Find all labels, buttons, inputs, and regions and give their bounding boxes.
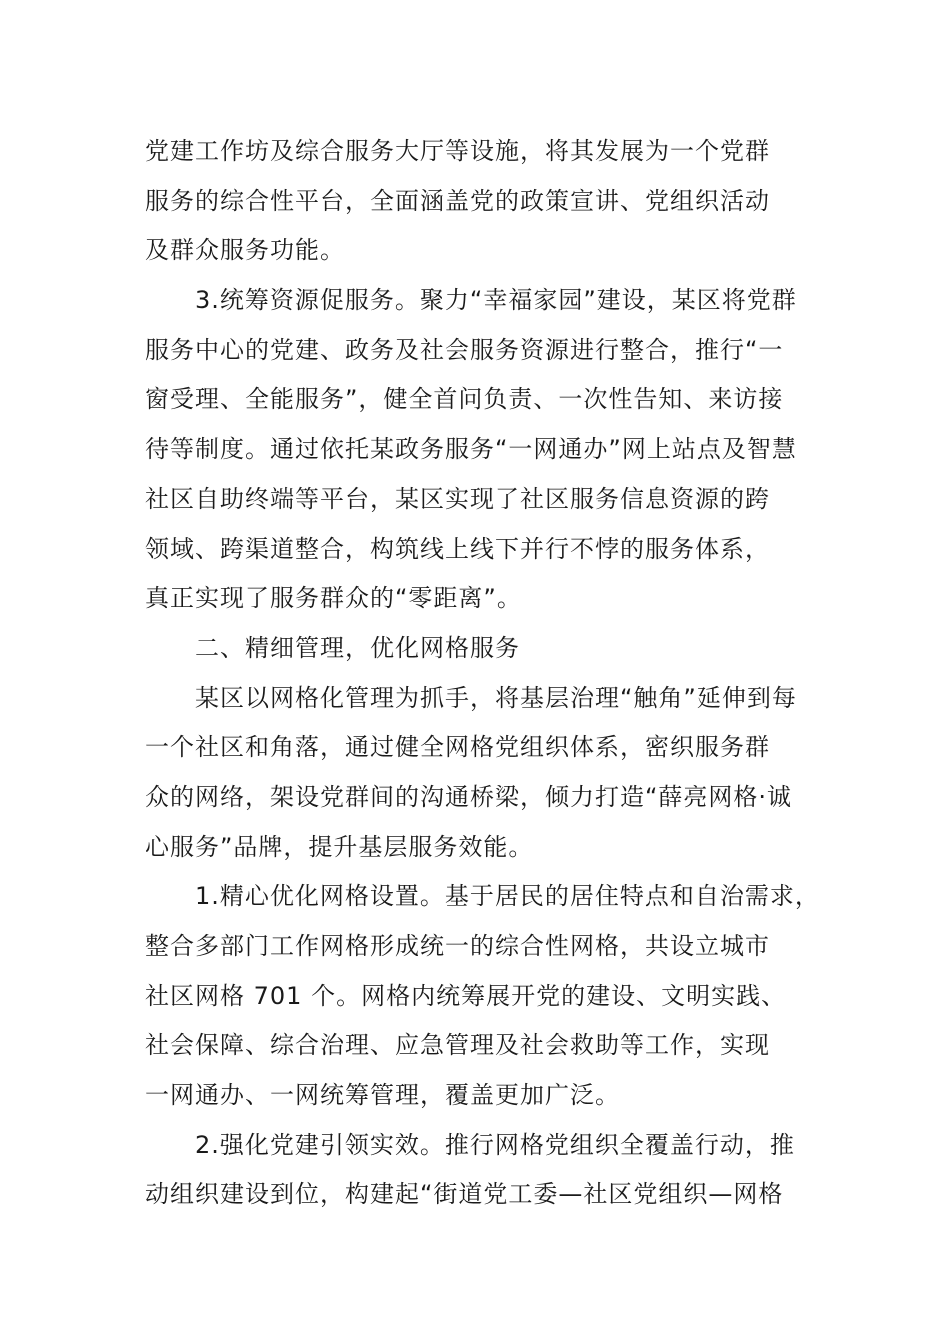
paragraph-start-line: 2.强化党建引领实效。推行网格党组织全覆盖行动，推	[195, 1130, 795, 1159]
text-line: 社区网格 701 个。网格内统筹展开党的建设、文明实践、	[145, 981, 787, 1010]
text-line: 众的网络，架设党群间的沟通桥梁，倾力打造“薛亮网格·诚	[145, 782, 793, 811]
paragraph-start-line: 3.统筹资源促服务。聚力“幸福家园”建设，某区将党群	[195, 286, 797, 315]
text-line: 领域、跨渠道整合，构筑线上线下并行不悖的服务体系，	[145, 534, 770, 563]
text-line: 及群众服务功能。	[145, 236, 345, 265]
paragraph-start-line: 某区以网格化管理为抓手，将基层治理“触角”延伸到每	[195, 683, 797, 712]
document-body	[145, 127, 825, 1220]
section-heading: 二、精细管理，优化网格服务	[195, 633, 520, 662]
text-line: 窗受理、全能服务”，健全首问负责、一次性告知、来访接	[145, 385, 784, 414]
text-line: 一个社区和角落，通过健全网格党组织体系，密织服务群	[145, 733, 770, 762]
text-line: 待等制度。通过依托某政务服务“一网通办”网上站点及智慧	[145, 435, 797, 464]
text-line: 服务的综合性平台，全面涵盖党的政策宣讲、党组织活动	[145, 186, 770, 215]
text-line: 服务中心的党建、政务及社会服务资源进行整合，推行“一	[145, 335, 784, 364]
paragraph-start-line: 1.精心优化网格设置。基于居民的居住特点和自治需求，	[195, 882, 820, 911]
text-line: 真正实现了服务群众的“零距离”。	[145, 584, 522, 613]
text-line: 社区自助终端等平台，某区实现了社区服务信息资源的跨	[145, 484, 770, 513]
text-line: 整合多部门工作网格形成统一的综合性网格，共设立城市	[145, 932, 770, 960]
text-line: 动组织建设到位，构建起“街道党工委—社区党组织—网格	[145, 1180, 784, 1209]
text-line: 社会保障、综合治理、应急管理及社会救助等工作，实现	[145, 1031, 770, 1060]
text-line: 党建工作坊及综合服务大厅等设施，将其发展为一个党群	[145, 137, 770, 165]
text-line: 心服务”品牌，提升基层服务效能。	[145, 832, 534, 861]
text-line: 一网通办、一网统筹管理，覆盖更加广泛。	[145, 1081, 620, 1110]
